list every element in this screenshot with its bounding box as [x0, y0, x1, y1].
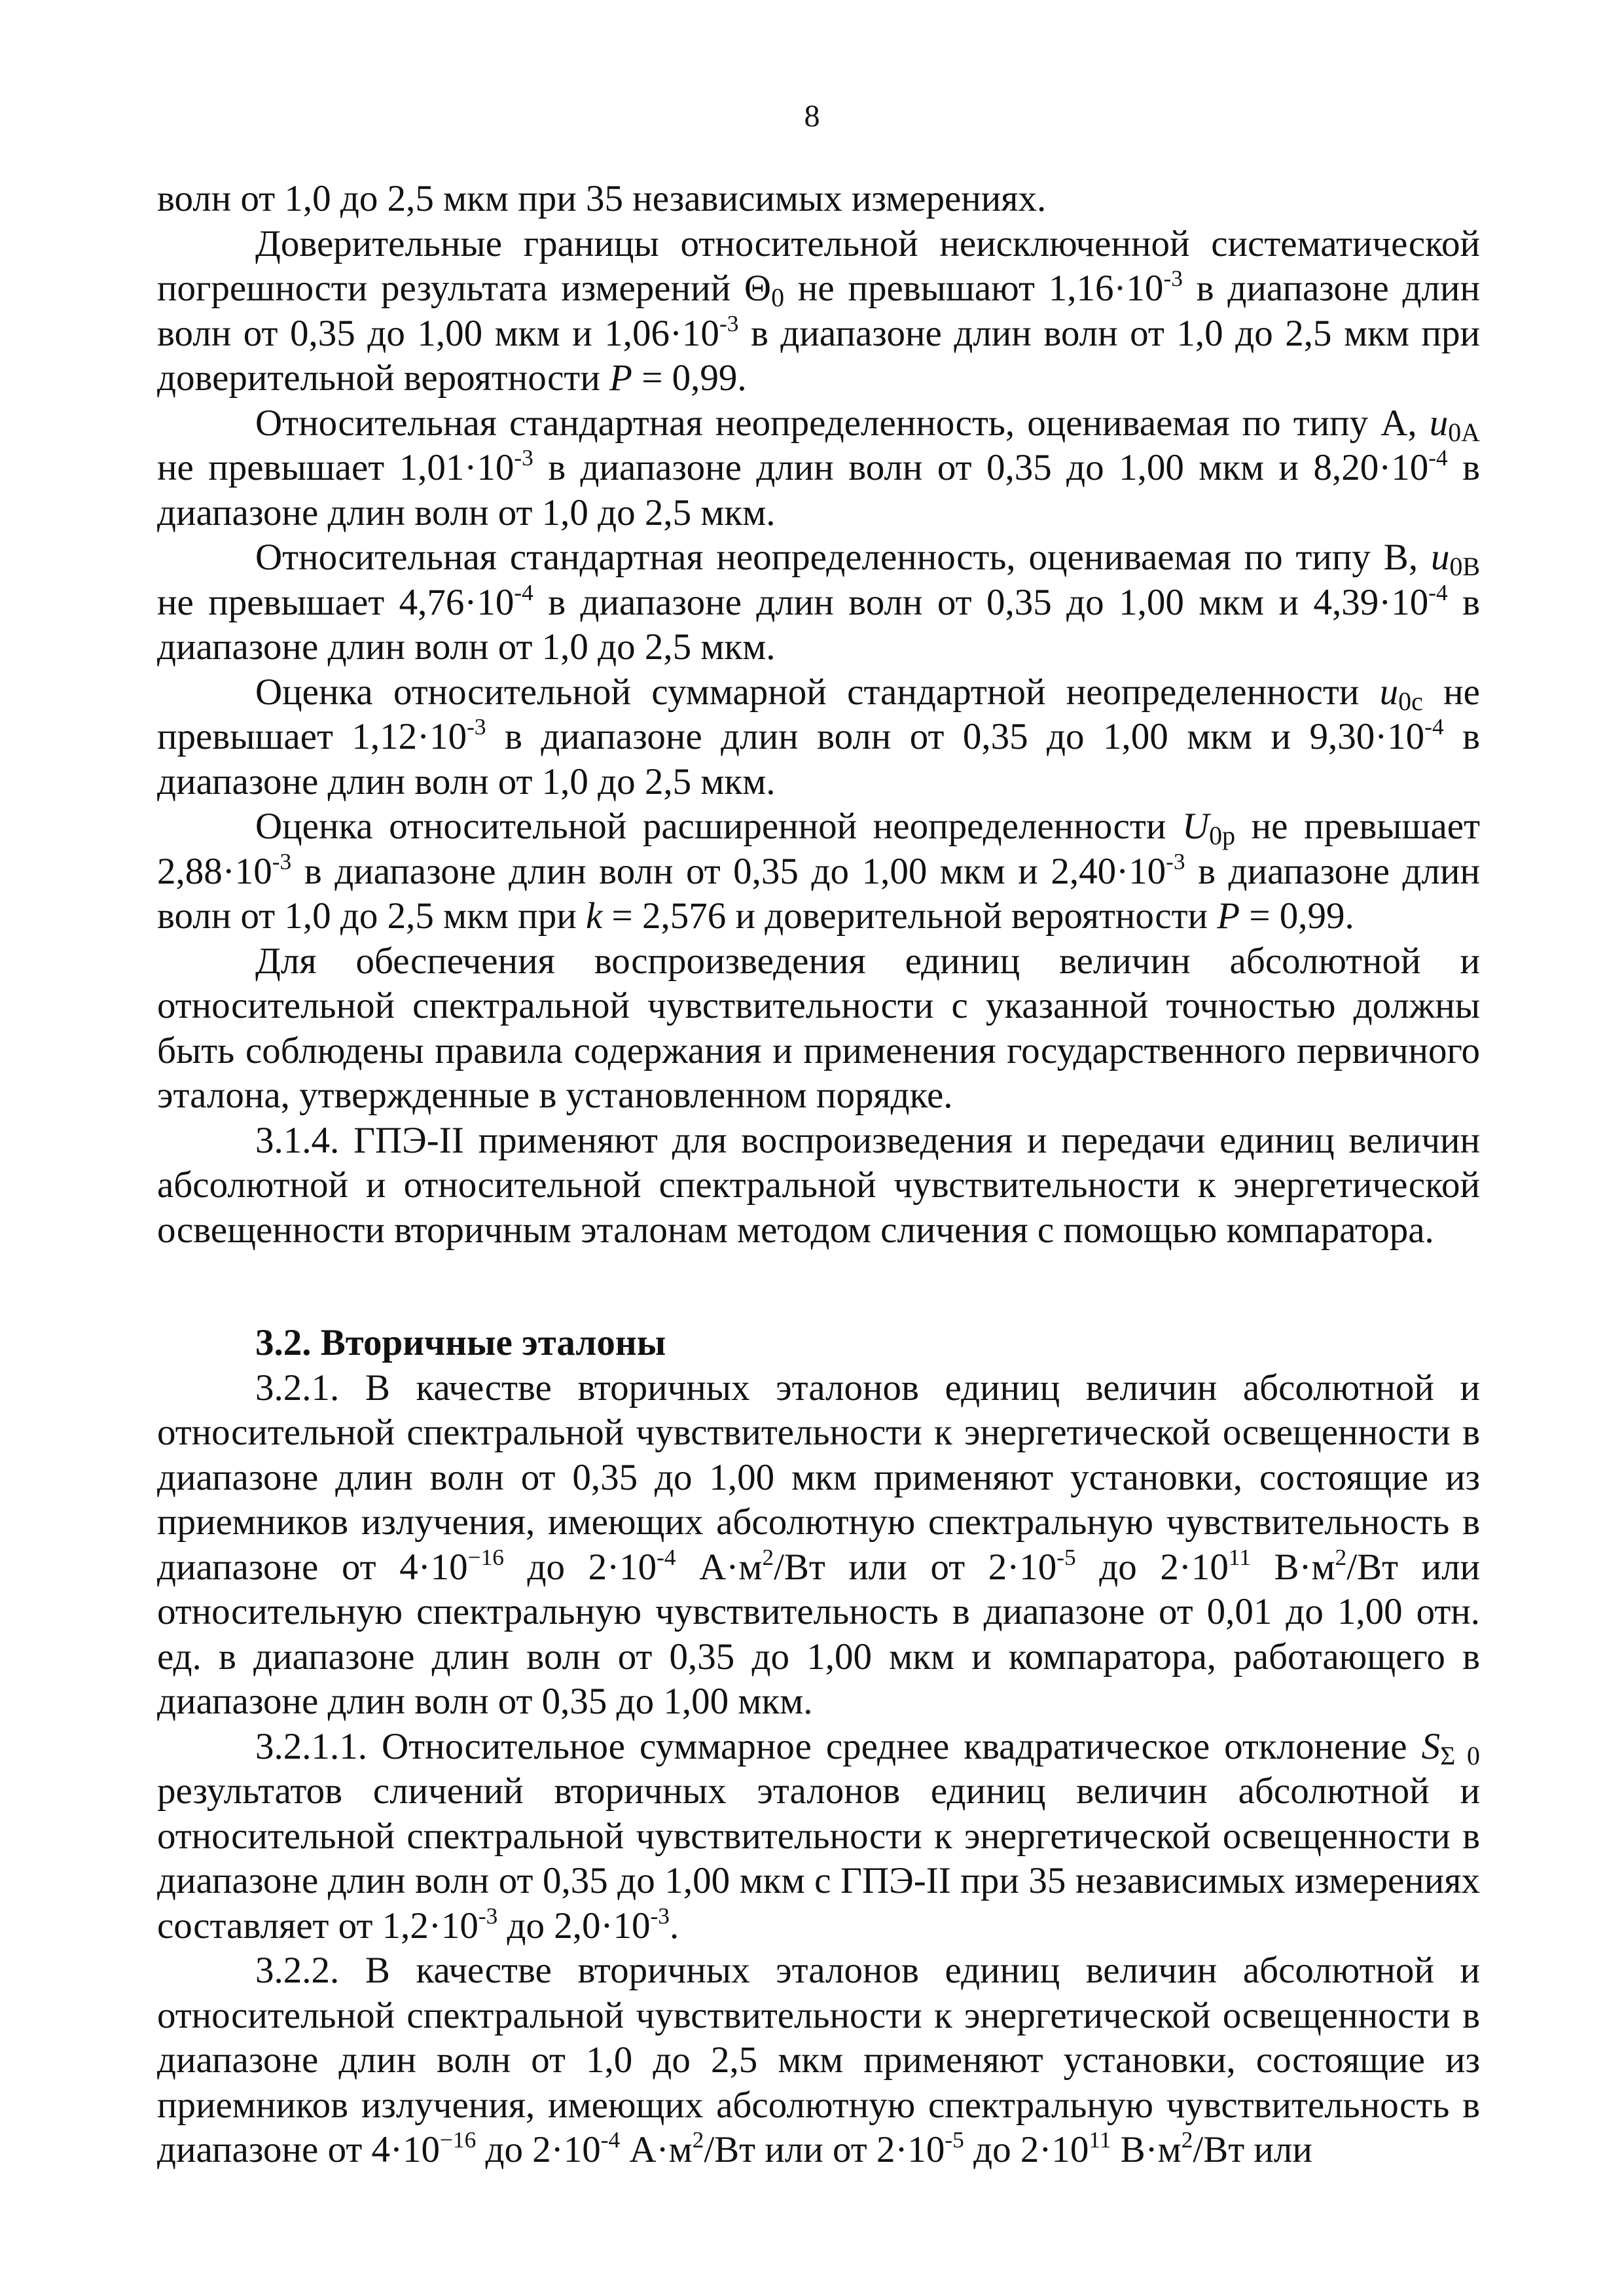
paragraph-maintenance-rules: Для обеспечения воспроизведения единиц величин абсолютной и относительной спектральной чувствительности с указанной точностью должны быть соблюдены правила содержания и применения государственного первичного эталона, утвержденные в установленном порядке. [157, 940, 1480, 1116]
page-body [157, 177, 1480, 2173]
paragraph-uncertainty-type-a: Относительная стандартная неопределенность, оцениваемая по типу А, $u_{0А}$ не превышает $1,01\cdot 10^{-3}$ в диапазоне длин волн от 0,35 до 1,00 мкм и $8,20\cdot 10^{-4}$ в диапазоне длин волн от 1,0 до 2,5 мкм. [157, 402, 1480, 533]
paragraph-3-2-1-1: 3.2.1.1. Относительное суммарное среднее квадратическое отклонение $S_{\Sigma 0}$ результатов сличений вторичных эталонов единиц величин абсолютной и относительной спектральной чувствительности к энергетической освещенности в диапазоне длин волн от 0,35 до 1,00 мкм с ГПЭ-II при 35 независимых измерениях составляет от $1,2\cdot 10^{-3}$ до $2,0\cdot 10^{-3}$. [157, 1725, 1480, 1946]
paragraph-3-1-4: 3.1.4. ГПЭ-II применяют для воспроизведения и передачи единиц величин абсолютной и относительной спектральной чувствительности к энергетической освещенности вторичным эталонам методом сличения с помощью компаратора. [157, 1119, 1480, 1251]
paragraph-combined-uncertainty: Оценка относительной суммарной стандартной неопределенности $u_{0с}$ не превышает $1,12\cdot 10^{-3}$ в диапазоне длин волн от 0,35 до 1,00 мкм и $9,30\cdot 10^{-4}$ в диапазоне длин волн от 1,0 до 2,5 мкм. [157, 671, 1480, 802]
paragraph-continuation: волн от 1,0 до 2,5 мкм при 35 независимых измерениях. [157, 178, 1047, 219]
paragraph-3-2-1: 3.2.1. В качестве вторичных эталонов единиц величин абсолютной и относительной спектральной чувствительности к энергетической освещенности в диапазоне длин волн от 0,35 до 1,00 мкм применяют установки, состоящие из приемников излучения, имеющих абсолютную спектральную чувствительность в диапазоне от $4\cdot 10^{-16}$ до $2\cdot 10^{-4}$ $А\cdot м^2/Вт$ или от $2\cdot 10^{-5}$ до $2\cdot 10^{11}$ $В\cdot м^2/Вт$ или относительную спектральную чувствительность в диапазоне от 0,01 до 1,00 отн. ед. в диапазоне длин волн от 0,35 до 1,00 мкм и компаратора, работающего в диапазоне длин волн от 0,35 до 1,00 мкм. [157, 1367, 1481, 1722]
paragraph-3-2-2: 3.2.2. В качестве вторичных эталонов единиц величин абсолютной и относительной спектральной чувствительности к энергетической освещенности в диапазоне длин волн от 1,0 до 2,5 мкм применяют установки, состоящие из приемников излучения, имеющих абсолютную спектральную чувствительность в диапазоне от $4\cdot 10^{-16}$ до $2\cdot 10^{-4}$ $А\cdot м^2/Вт$ или от $2\cdot 10^{-5}$ до $2\cdot 10^{11}$ $В\cdot м^2/Вт$ или [157, 1950, 1480, 2170]
paragraph-expanded-uncertainty: Оценка относительной расширенной неопределенности $U_{0р}$ не превышает $2,88\cdot 10^{-3}$ в диапазоне длин волн от 0,35 до 1,00 мкм и $2,40\cdot 10^{-3}$ в диапазоне длин волн от 1,0 до 2,5 мкм при k = 2,576 и доверительной вероятности P = 0,99. [157, 806, 1480, 937]
paragraph-uncertainty-type-b: Относительная стандартная неопределенность, оцениваемая по типу В, $u_{0В}$ не превышает $4,76\cdot 10^{-4}$ в диапазоне длин волн от 0,35 до 1,00 мкм и $4,39\cdot 10^{-4}$ в диапазоне длин волн от 1,0 до 2,5 мкм. [157, 537, 1480, 668]
page-number: 8 [804, 99, 820, 134]
section-heading: 3.2. Вторичные эталоны [255, 1322, 666, 1363]
paragraph-confidence-bounds: Доверительные границы относительной неисключенной систематической погрешности результата измерений $\Theta_0$ не превышают $1,16\cdot 10^{-3}$ в диапазоне длин волн от 0,35 до 1,00 мкм и $1,06\cdot 10^{-3}$ в диапазоне длин волн от 1,0 до 2,5 мкм при доверительной вероятности P = 0,99. [157, 223, 1480, 399]
